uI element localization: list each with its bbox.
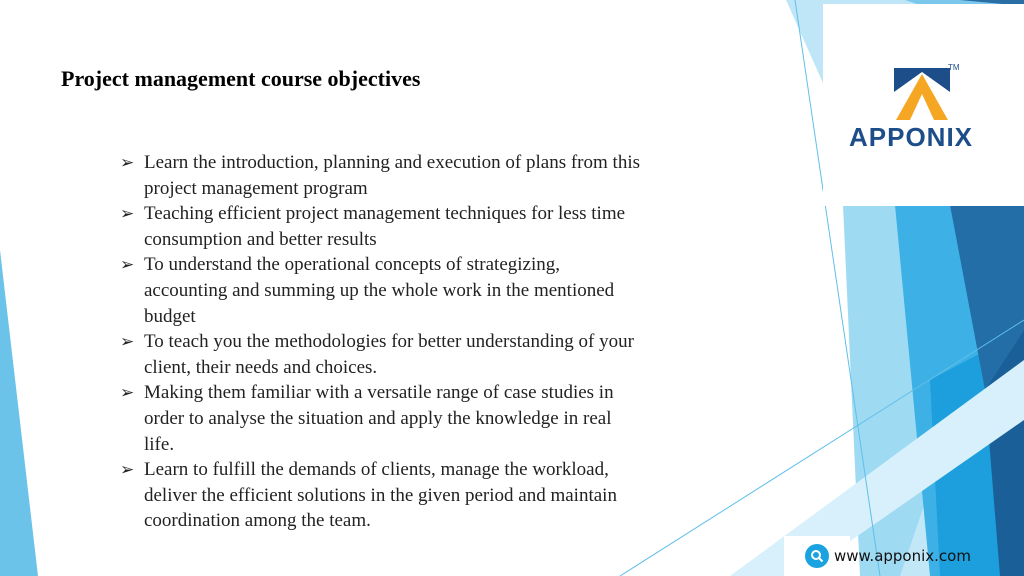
objective-text: Learn to fulfill the demands of clients, manage the workload, deliver the efficient solutions in the given period and maintain coordination among the team.	[144, 459, 617, 532]
objective-text: Learn the introduction, planning and execution of plans from this project management program	[144, 152, 640, 199]
objective-text: To understand the operational concepts of strategizing, accounting and summing up the whole work in the mentioned budget	[144, 254, 615, 327]
bg-shape-left-strip	[0, 250, 38, 576]
objective-item	[120, 201, 640, 252]
objectives-list	[120, 150, 640, 534]
arrow-bullet-icon: ➢	[120, 255, 135, 275]
objective-item	[120, 380, 640, 457]
objective-item	[120, 457, 640, 534]
objective-item	[120, 150, 640, 201]
trademark-label: TM	[948, 63, 960, 72]
logo-wordmark: APPONIX	[849, 122, 974, 152]
logo-panel	[823, 4, 1024, 206]
arrow-bullet-icon: ➢	[120, 204, 135, 224]
objective-item	[120, 329, 640, 380]
objective-text: Making them familiar with a versatile range of case studies in order to analyse the situation and apply the knowledge in real life.	[144, 382, 614, 455]
apponix-logo-icon	[894, 64, 950, 120]
slide-title: Project management course objectives	[61, 66, 421, 91]
arrow-bullet-icon: ➢	[120, 153, 135, 172]
arrow-bullet-icon: ➢	[120, 383, 135, 403]
website-badge[interactable]	[784, 536, 996, 576]
arrow-bullet-icon: ➢	[120, 460, 135, 480]
objective-item	[120, 252, 640, 329]
objective-text: Teaching efficient project management techniques for less time consumption and better results	[144, 203, 626, 250]
website-link[interactable]: www.apponix.com	[834, 547, 971, 565]
search-icon	[805, 544, 829, 568]
arrow-bullet-icon: ➢	[120, 332, 135, 352]
objective-text: To teach you the methodologies for better understanding of your client, their needs and choices.	[144, 331, 634, 378]
